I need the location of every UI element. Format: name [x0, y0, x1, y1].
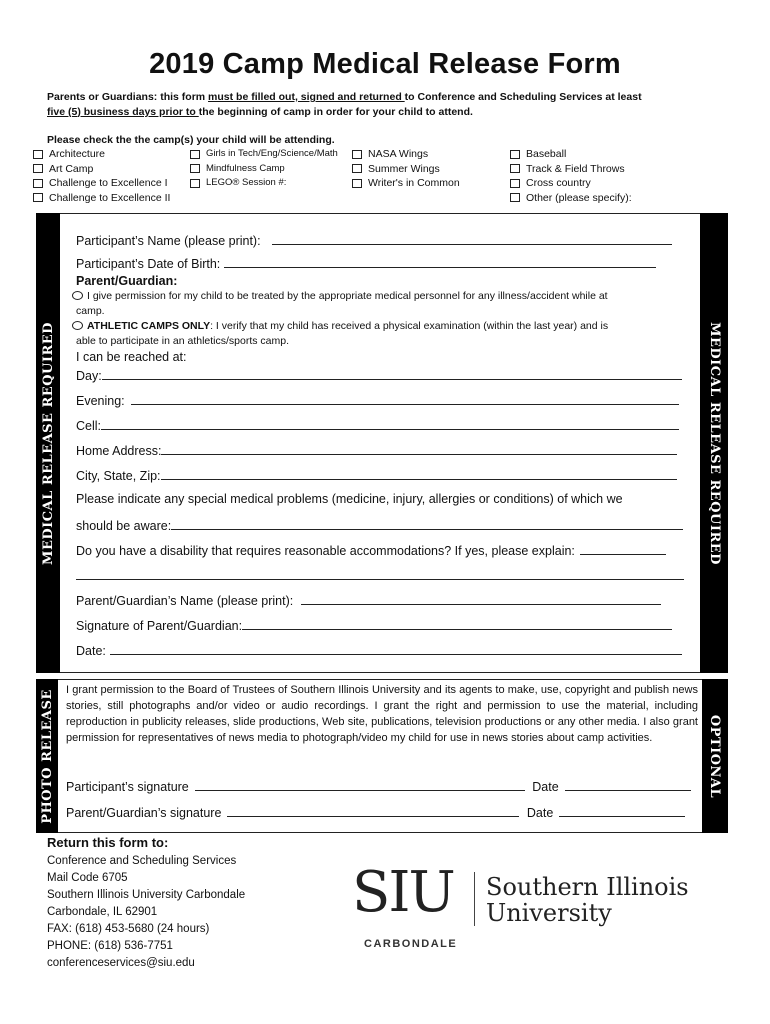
- email-link[interactable]: conferenceservices@siu.edu: [47, 957, 195, 969]
- intro-underlined: must be filled out, signed and returned: [208, 91, 405, 103]
- camp-option[interactable]: Art Camp: [33, 162, 170, 177]
- permission-row: [72, 290, 608, 302]
- participant-name-row: [76, 232, 672, 248]
- intro-line2-u2: ) business days prior to: [77, 106, 199, 118]
- logo-campus: CARBONDALE: [364, 938, 458, 950]
- city-field[interactable]: [161, 467, 677, 480]
- disability-field[interactable]: [580, 542, 666, 555]
- disability-extra-row: [76, 567, 684, 583]
- camp-option[interactable]: Challenge to Excellence II: [33, 191, 170, 206]
- intro-part2: to Conference and Scheduling Services at least: [404, 91, 642, 103]
- parent-name-label: Parent/Guardian’s Name (please print):: [76, 594, 294, 608]
- radio-icon[interactable]: [72, 321, 83, 330]
- parent-sig-field[interactable]: [242, 617, 672, 630]
- camp-option[interactable]: Girls in Tech/Eng/Science/Math: [190, 147, 338, 162]
- camp-option[interactable]: Track & Field Throws: [510, 162, 632, 177]
- parent-photo-sig-field[interactable]: [227, 804, 519, 817]
- reached-label: I can be reached at:: [76, 350, 187, 364]
- intro-part1: Parents or Guardians: this form: [47, 91, 209, 103]
- logo-name-line1: Southern Illinois: [486, 873, 689, 901]
- permission-text-2: camp.: [76, 305, 105, 317]
- intro-text: [47, 90, 697, 120]
- camps-col-3: [352, 147, 460, 191]
- medical-right-bar: [700, 213, 728, 673]
- camp-option[interactable]: Architecture: [33, 147, 170, 162]
- date-field[interactable]: [110, 642, 682, 655]
- checkbox-icon[interactable]: [33, 179, 43, 188]
- dob-label: Participant’s Date of Birth:: [76, 257, 221, 271]
- return-line: Conference and Scheduling Services: [47, 855, 237, 867]
- city-row: [76, 467, 677, 483]
- parent-photo-date-label: Date: [526, 806, 554, 820]
- athletic-bold: ATHLETIC CAMPS ONLY: [87, 320, 211, 332]
- evening-label: Evening:: [76, 394, 125, 408]
- photo-left-bar: [36, 679, 58, 833]
- checkbox-icon[interactable]: [510, 150, 520, 159]
- medical-left-label: MEDICAL RELEASE REQUIRED: [40, 321, 56, 565]
- parent-name-field[interactable]: [301, 592, 661, 605]
- parent-heading: Parent/Guardian:: [76, 274, 178, 288]
- checkbox-icon[interactable]: [190, 164, 200, 173]
- athletic-row: [72, 320, 608, 332]
- camps-col-1: [33, 147, 170, 205]
- camps-col-2: [190, 147, 338, 191]
- disability-label: Do you have a disability that requires reasonable accommodations? If yes, please explain:: [76, 544, 575, 558]
- dob-field[interactable]: [224, 255, 656, 268]
- camps-heading: Please check the the camp(s) your child will be attending.: [47, 134, 335, 146]
- parent-name-row: [76, 592, 661, 608]
- photo-right-label: OPTIONAL: [707, 714, 723, 798]
- day-field[interactable]: [102, 367, 682, 380]
- checkbox-icon[interactable]: [33, 150, 43, 159]
- city-label: City, State, Zip:: [76, 469, 161, 483]
- camp-option[interactable]: NASA Wings: [352, 147, 460, 162]
- camp-option[interactable]: Cross country: [510, 176, 632, 191]
- cell-label: Cell:: [76, 419, 102, 433]
- special-row: [76, 517, 683, 533]
- participant-sig-row: [66, 778, 691, 794]
- photo-left-label: PHOTO RELEASE: [39, 688, 55, 824]
- disability-field-2[interactable]: [76, 567, 684, 580]
- disability-row: [76, 542, 666, 558]
- parent-sig-row: [76, 617, 672, 633]
- radio-icon[interactable]: [72, 291, 83, 300]
- logo-name-line2: University: [486, 899, 612, 927]
- parent-photo-date-field[interactable]: [559, 804, 685, 817]
- participant-date-label: Date: [532, 780, 559, 794]
- camp-option[interactable]: Challenge to Excellence I: [33, 176, 170, 191]
- date-row: [76, 642, 682, 658]
- camp-option[interactable]: LEGO® Session #:: [190, 176, 338, 191]
- parent-photo-sig-label: Parent/Guardian’s signature: [66, 806, 222, 820]
- home-address-field[interactable]: [161, 442, 677, 455]
- checkbox-icon[interactable]: [510, 179, 520, 188]
- camp-option[interactable]: Baseball: [510, 147, 632, 162]
- return-heading: Return this form to:: [47, 835, 169, 850]
- participant-date-field[interactable]: [565, 778, 691, 791]
- day-row: [76, 367, 682, 383]
- return-address: [47, 853, 245, 972]
- athletic-text: : I verify that my child has received a physical examination (within the last year) and is: [210, 320, 609, 332]
- checkbox-icon[interactable]: [352, 179, 362, 188]
- cell-row: [76, 417, 679, 433]
- checkbox-icon[interactable]: [510, 193, 520, 202]
- photo-right-bar: [702, 679, 728, 833]
- return-line: Mail Code 6705: [47, 872, 128, 884]
- siu-logo: [352, 860, 712, 956]
- participant-sig-label: Participant’s signature: [66, 780, 189, 794]
- camp-option[interactable]: Writer's in Common: [352, 176, 460, 191]
- participant-name-label: Participant’s Name (please print):: [76, 234, 261, 248]
- date-label: Date:: [76, 644, 106, 658]
- logo-name: [486, 874, 689, 926]
- special-text-1: Please indicate any special medical problems (medicine, injury, allergies or conditions) of which we: [76, 492, 623, 506]
- return-line: Carbondale, IL 62901: [47, 906, 158, 918]
- checkbox-icon[interactable]: [352, 150, 362, 159]
- return-line: PHONE: (618) 536-7751: [47, 940, 173, 952]
- logo-divider: [474, 872, 475, 926]
- camp-option[interactable]: Mindfulness Camp: [190, 162, 338, 177]
- checkbox-icon[interactable]: [510, 164, 520, 173]
- medical-right-label: MEDICAL RELEASE REQUIRED: [706, 321, 722, 565]
- camp-option[interactable]: Summer Wings: [352, 162, 460, 177]
- evening-field[interactable]: [131, 392, 679, 405]
- special-label: should be aware:: [76, 519, 172, 533]
- intro-line2-rest: the beginning of camp in order for your child to attend.: [198, 106, 473, 118]
- checkbox-icon[interactable]: [190, 150, 200, 159]
- checkbox-icon[interactable]: [33, 164, 43, 173]
- dob-row: [76, 255, 656, 271]
- permission-text: I give permission for my child to be treated by the appropriate medical personnel for any illness/accident while at: [87, 290, 608, 302]
- photo-consent-text: I grant permission to the Board of Trustees of Southern Illinois University and its agents to make, use, copyright and publish news stories, still photographs and/or video or audio recordings. I grant the right and permission to use the material, including reproduction in publicity releases, slide productions, Web site, publications, television productions or any other media. I also grant permission for representatives of news media to photograph/video my child for use in news stories about camp activities.: [66, 684, 698, 744]
- camps-col-4: [510, 147, 632, 205]
- athletic-text-2: able to participate in an athletics/sports camp.: [76, 335, 290, 347]
- form-title: 2019 Camp Medical Release Form: [149, 48, 621, 80]
- home-address-row: [76, 442, 677, 458]
- medical-left-bar: [36, 213, 60, 673]
- cell-field[interactable]: [101, 417, 679, 430]
- siu-logo-mark: SIU: [352, 860, 454, 925]
- participant-name-field[interactable]: [272, 232, 672, 245]
- home-address-label: Home Address:: [76, 444, 162, 458]
- special-field[interactable]: [171, 517, 683, 530]
- checkbox-icon[interactable]: [190, 179, 200, 188]
- day-label: Day:: [76, 369, 102, 383]
- evening-row: [76, 392, 679, 408]
- participant-sig-field[interactable]: [195, 778, 525, 791]
- parent-sig-label: Signature of Parent/Guardian:: [76, 619, 243, 633]
- checkbox-icon[interactable]: [33, 193, 43, 202]
- parent-photo-sig-row: [66, 804, 685, 820]
- return-line: FAX: (618) 453-5680 (24 hours): [47, 923, 210, 935]
- intro-line2-u1: five (5: [47, 106, 78, 118]
- camp-option[interactable]: Other (please specify):: [510, 191, 632, 206]
- checkbox-icon[interactable]: [352, 164, 362, 173]
- return-line: Southern Illinois University Carbondale: [47, 889, 246, 901]
